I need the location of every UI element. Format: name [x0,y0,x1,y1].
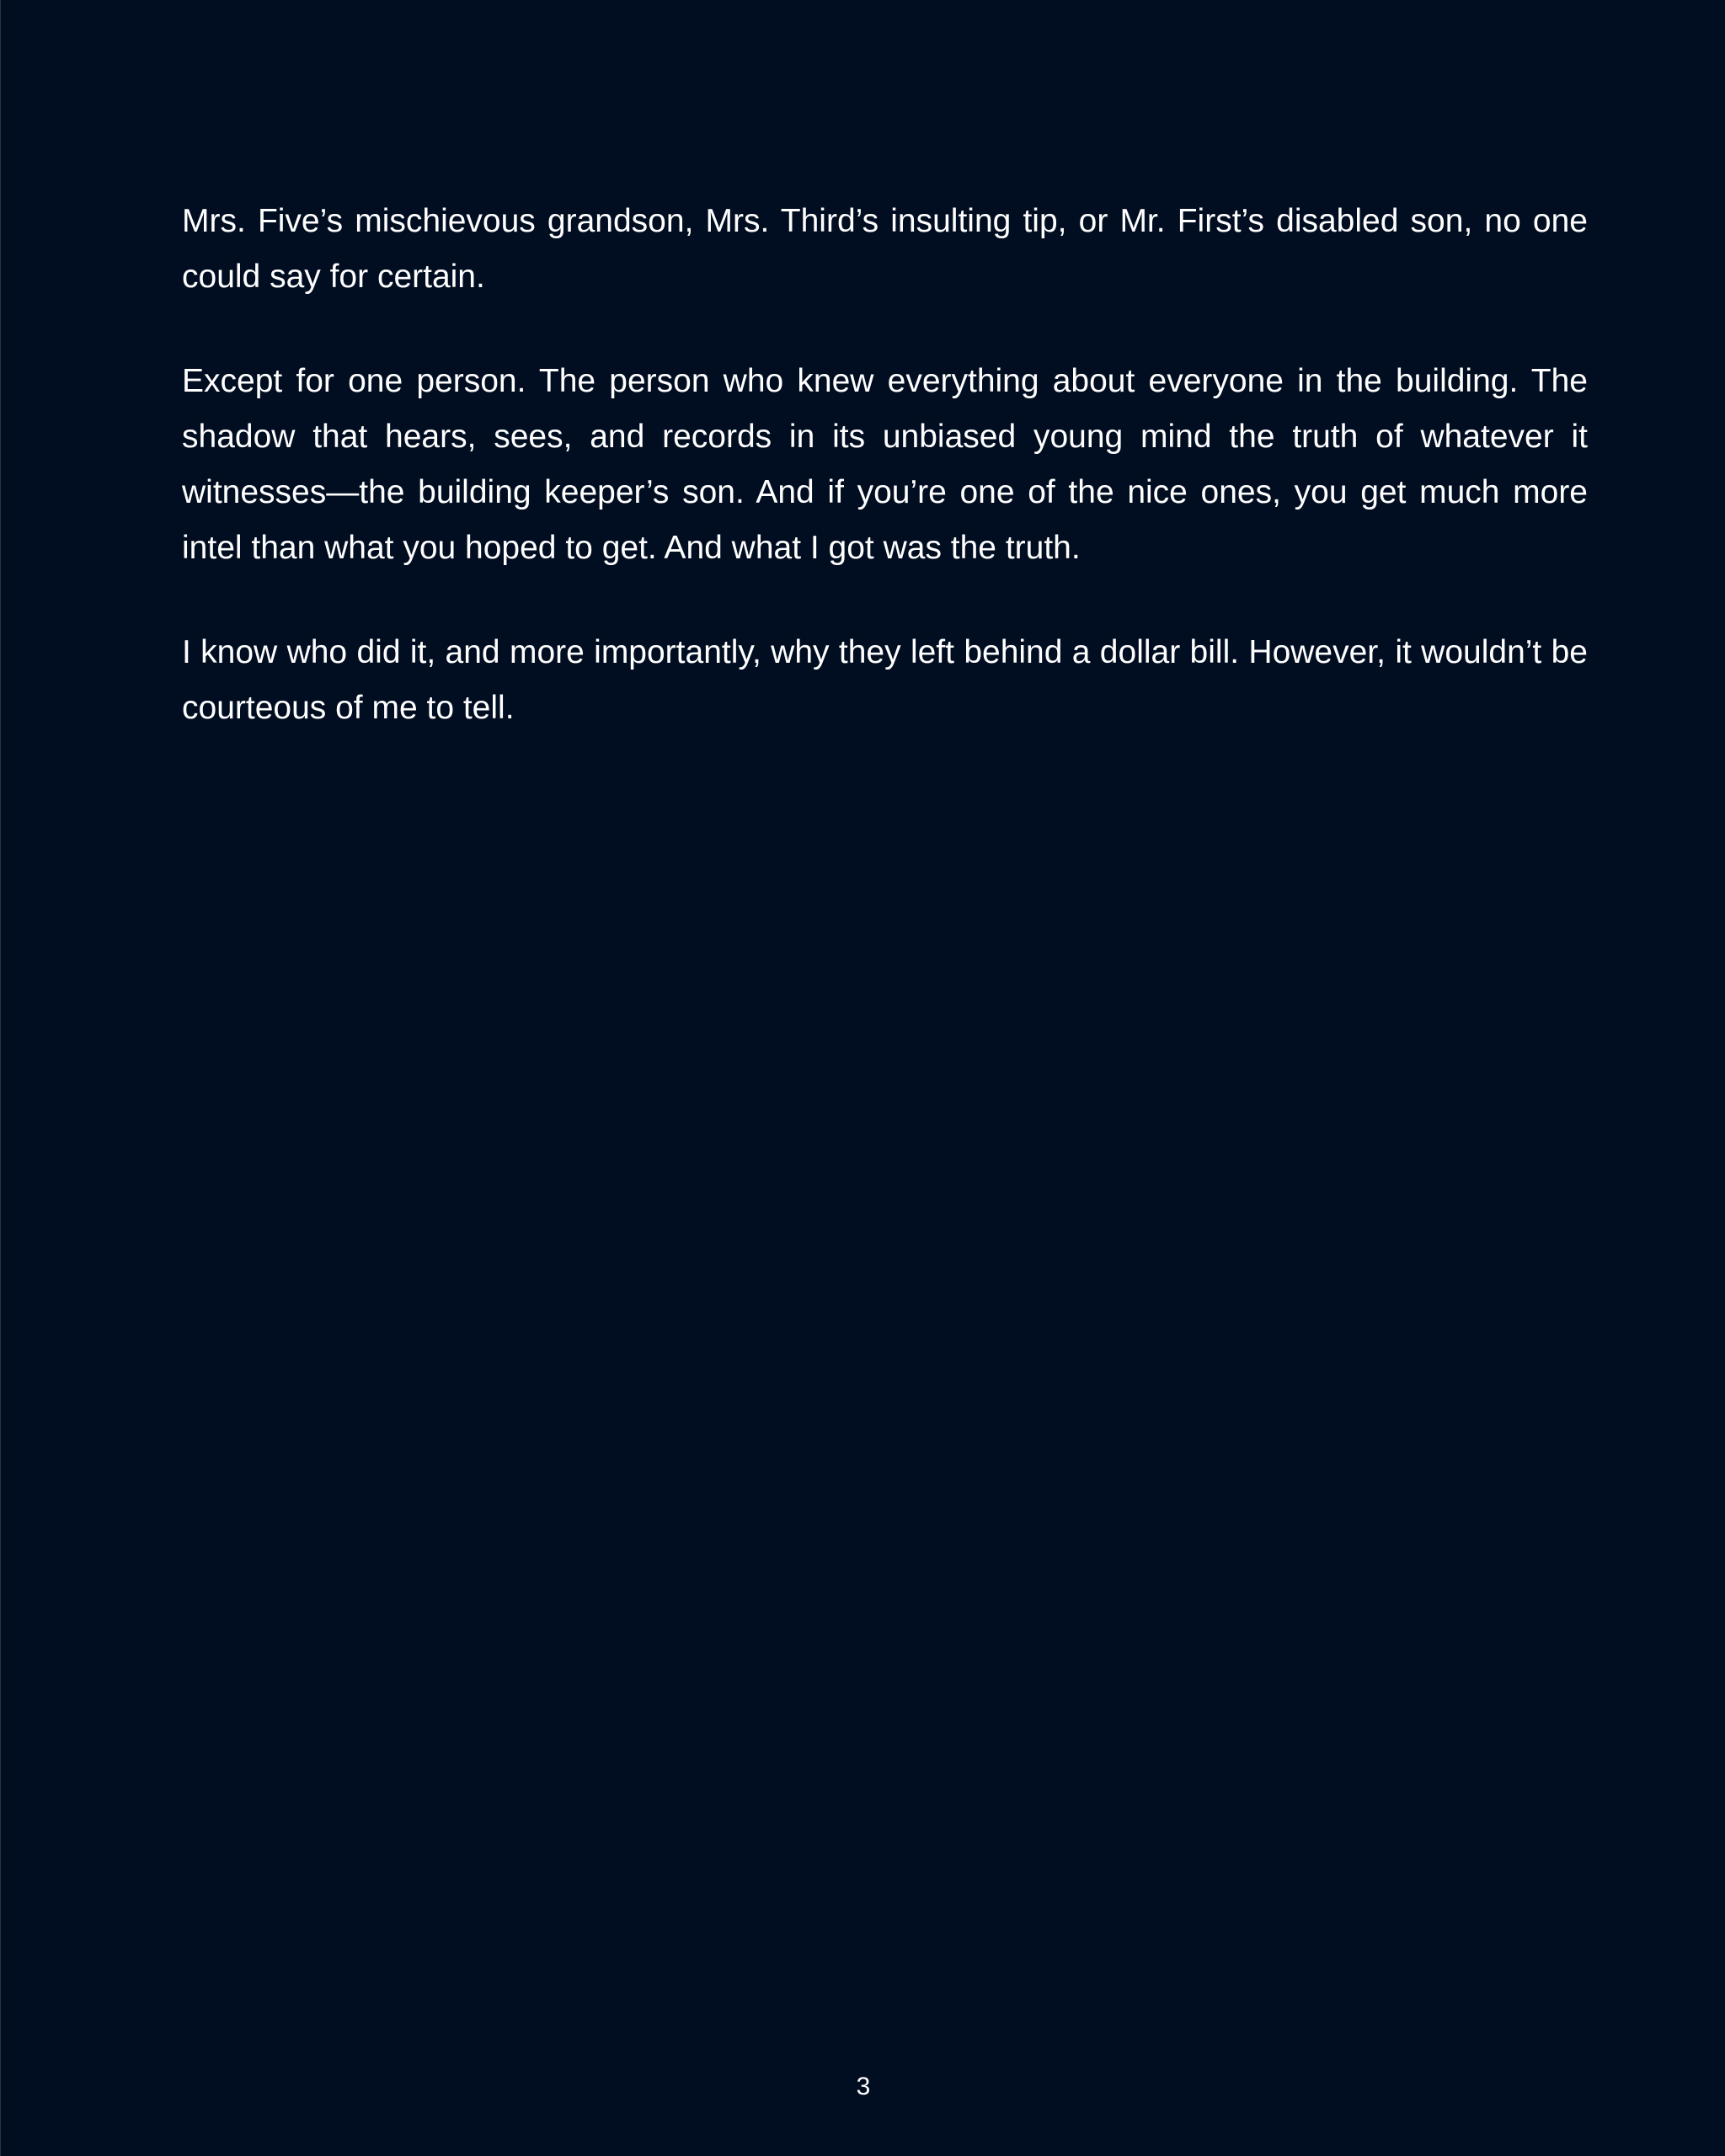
page-number: 3 [856,2073,871,2100]
paragraph-1: Mrs. Five’s mischievous grandson, Mrs. Third’s insulting tip, or Mr. First’s disabled son, no one could say for certain. [182,203,1588,295]
paragraph-3: I know who did it, and more importantly, why they left behind a dollar bill. However, it wouldn’t be courteous of me to tell. [182,634,1588,726]
paragraph-2: Except for one person. The person who knew everything about everyone in the building. The shadow that hears, sees, and records in its unbiased young mind the truth of whatever it witnesses—the building keeper’s son. And if you’re one of the nice ones, you get much more intel than what you hoped to get. And what I got was the truth. [182,363,1588,566]
body-text [182,194,1588,785]
